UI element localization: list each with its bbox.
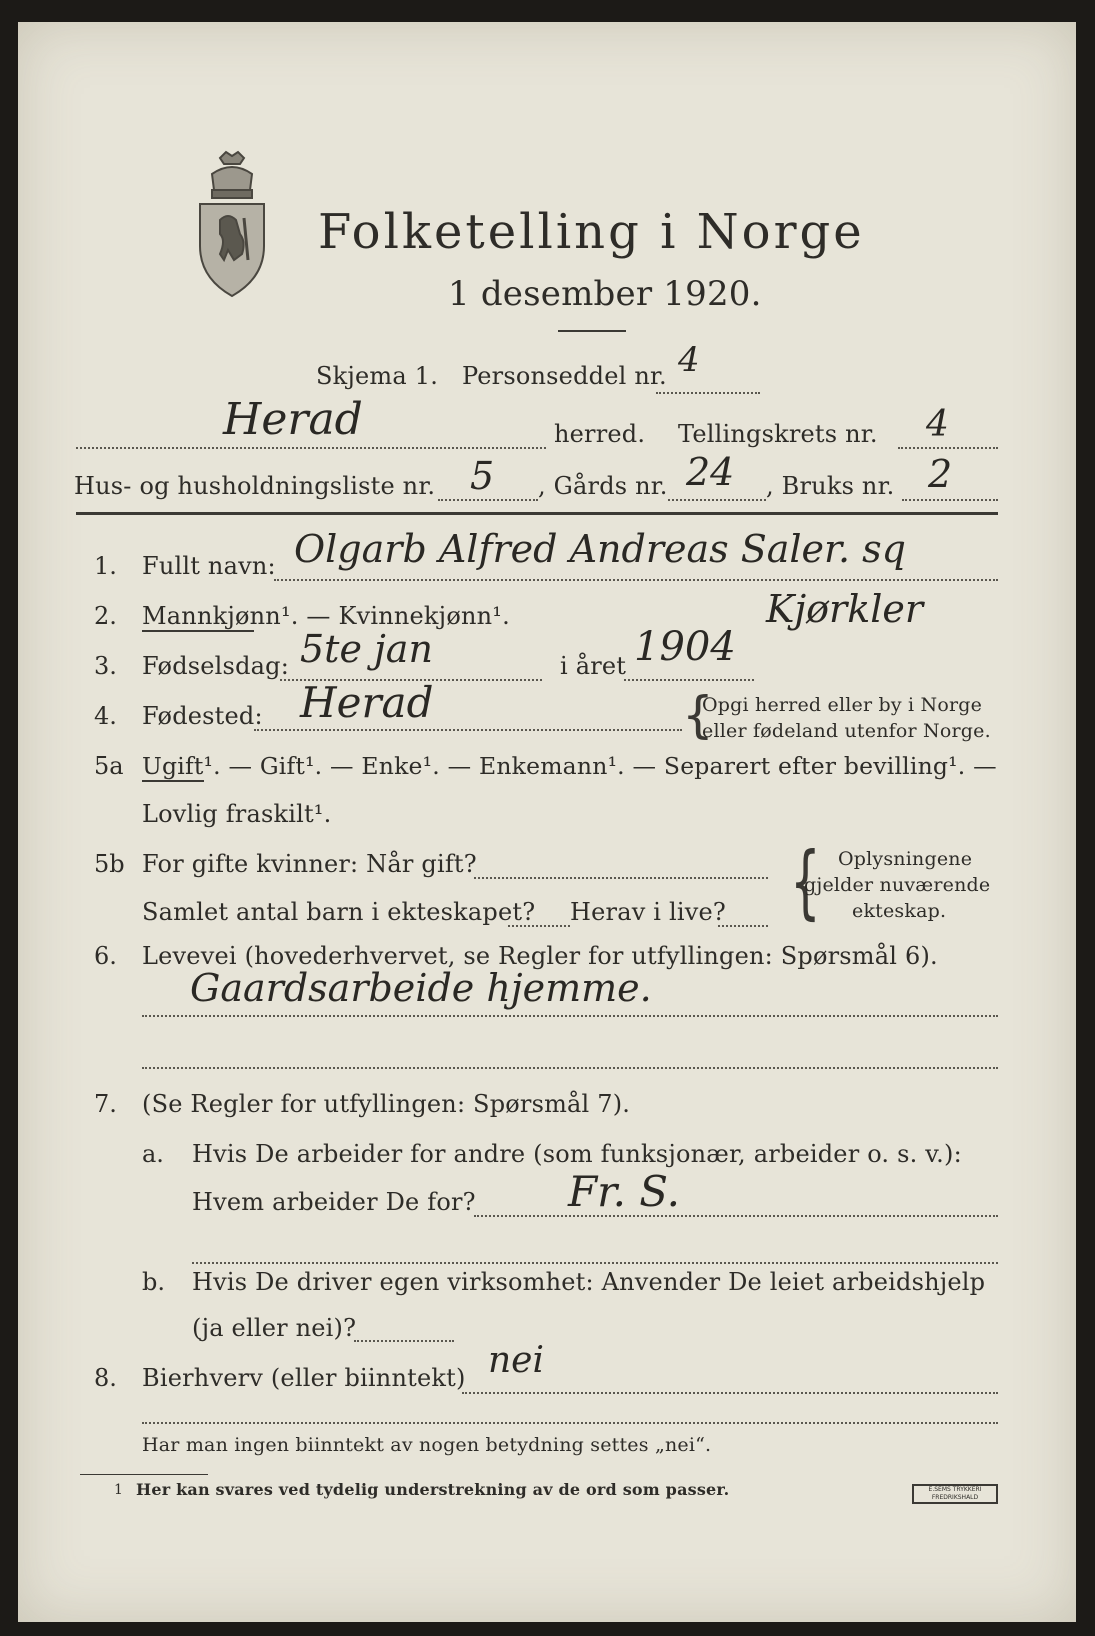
- q2-number: 2.: [94, 602, 117, 630]
- q6-label: Levevei (hovederhvervet, se Regler for utfyllingen: Spørsmål 6).: [142, 942, 938, 970]
- q5a-number: 5a: [94, 752, 124, 780]
- q5b-number: 5b: [94, 850, 125, 878]
- tellingskrets-label: Tellingskrets nr.: [678, 420, 878, 448]
- q7a-field-line1: [474, 1215, 998, 1217]
- q3-number: 3.: [94, 652, 117, 680]
- q8-number: 8.: [94, 1364, 117, 1392]
- personseddel-label: Personseddel nr.: [462, 362, 667, 390]
- q7b-field-line: [354, 1340, 454, 1342]
- q4-value[interactable]: Herad: [300, 678, 434, 727]
- q7a-line1: Hvis De arbeider for andre (som funksjonær, arbeider o. s. v.):: [192, 1140, 962, 1168]
- gards-value[interactable]: 24: [686, 450, 735, 494]
- hus-value[interactable]: 5: [470, 454, 495, 498]
- q8-value[interactable]: nei: [488, 1340, 545, 1381]
- q6-number: 6.: [94, 942, 117, 970]
- q4-label: Fødested:: [142, 702, 263, 730]
- q5b-alive-field-line: [718, 925, 768, 927]
- q7a-field-line2: [192, 1262, 998, 1264]
- q6-value[interactable]: Gaardsarbeide hjemme.: [190, 966, 652, 1010]
- q5b-line2-alive: Herav i live?: [570, 898, 726, 926]
- q7-number: 7.: [94, 1090, 117, 1118]
- form-title: Folketelling i Norge: [318, 204, 865, 260]
- q8-field-line1: [462, 1392, 998, 1394]
- personseddel-value[interactable]: 4: [678, 340, 700, 380]
- q4-field-line: [254, 729, 682, 731]
- q8-label: Bierhverv (eller biinntekt): [142, 1364, 466, 1392]
- q5b-children-field-line: [508, 925, 570, 927]
- q7a-letter: a.: [142, 1140, 164, 1168]
- footer-note: Har man ingen biinntekt av nogen betydning settes „nei“.: [142, 1434, 712, 1456]
- gards-label: , Gårds nr.: [538, 472, 668, 500]
- tellingskrets-value[interactable]: 4: [926, 404, 949, 445]
- q3-date-value[interactable]: 5te jan: [300, 627, 433, 671]
- q5b-note-line1: Oplysningene: [838, 848, 973, 870]
- q3-year-label: i året: [560, 652, 627, 680]
- hus-label: Hus- og husholdningsliste nr.: [74, 472, 436, 500]
- hus-field-line: [438, 499, 538, 501]
- q3-label: Fødselsdag:: [142, 652, 289, 680]
- q3-year-value[interactable]: 1904: [634, 624, 736, 670]
- q1-value[interactable]: Olgarb Alfred Andreas Saler. sq: [294, 527, 907, 571]
- herred-field-line: [76, 447, 546, 449]
- q4-note-bracket: {: [682, 686, 714, 744]
- q2-label: Mannkjønn¹. — Kvinnekjønn¹.: [142, 602, 510, 630]
- q5b-married-field-line: [474, 877, 768, 879]
- bruks-field-line: [902, 499, 998, 501]
- q6-field-line2: [142, 1067, 998, 1069]
- printer-stamp: E.SEMS TRYKKERI FREDRIKSHALD: [912, 1484, 998, 1504]
- q1-value-continued[interactable]: Kjørkler: [766, 587, 924, 631]
- footnote-text: Her kan svares ved tydelig understrekning av de ord som passer.: [136, 1480, 730, 1499]
- q5b-line1: For gifte kvinner: Når gift?: [142, 850, 477, 878]
- q7a-line2: Hvem arbeider De for?: [192, 1188, 476, 1216]
- q5a-options-line1: Ugift¹. — Gift¹. — Enke¹. — Enkemann¹. — Separert efter bevilling¹. —: [142, 752, 997, 780]
- bruks-label: , Bruks nr.: [766, 472, 895, 500]
- q1-number: 1.: [94, 552, 117, 580]
- q5a-options-line2: Lovlig fraskilt¹.: [142, 800, 332, 828]
- bruks-value[interactable]: 2: [928, 452, 953, 496]
- q1-label: Fullt navn:: [142, 552, 276, 580]
- q5b-note-line3: ekteskap.: [852, 900, 947, 922]
- q5b-line2-children: Samlet antal barn i ekteskapet?: [142, 898, 536, 926]
- header-divider: [76, 512, 998, 515]
- q7b-line2: (ja eller nei)?: [192, 1314, 357, 1342]
- q4-note-line2: eller fødeland utenfor Norge.: [702, 720, 991, 742]
- q7b-line1: Hvis De driver egen virksomhet: Anvender De leiet arbeidshjelp: [192, 1268, 986, 1296]
- q4-number: 4.: [94, 702, 117, 730]
- q7b-letter: b.: [142, 1268, 165, 1296]
- tellingskrets-field-line: [898, 447, 998, 449]
- q7a-value[interactable]: Fr. S.: [568, 1167, 680, 1216]
- q5b-note-line2: gjelder nuværende: [804, 874, 991, 896]
- q3-year-field-line: [624, 679, 754, 681]
- form-date: 1 desember 1920.: [448, 274, 762, 314]
- q7-label: (Se Regler for utfyllingen: Spørsmål 7).: [142, 1090, 631, 1118]
- q1-field-line: [274, 579, 998, 581]
- herred-label: herred.: [554, 420, 646, 448]
- q6-field-line1: [142, 1015, 998, 1017]
- q5b-note-bracket: {: [790, 835, 821, 928]
- q2-underline-mannkjonn: [142, 630, 254, 632]
- footnote-divider: [80, 1474, 208, 1475]
- personseddel-field-line: [656, 392, 760, 394]
- q8-field-line2: [142, 1422, 998, 1424]
- footnote-mark: 1: [114, 1482, 124, 1498]
- q4-note-line1: Opgi herred eller by i Norge: [702, 694, 983, 716]
- herred-value[interactable]: Herad: [223, 394, 363, 445]
- schema-label: Skjema 1.: [316, 362, 439, 390]
- coat-of-arms-icon: [190, 150, 274, 300]
- census-form-sheet: [18, 22, 1076, 1622]
- title-divider: [558, 330, 626, 332]
- gards-field-line: [668, 499, 766, 501]
- q5a-underline-ugift: [142, 780, 204, 782]
